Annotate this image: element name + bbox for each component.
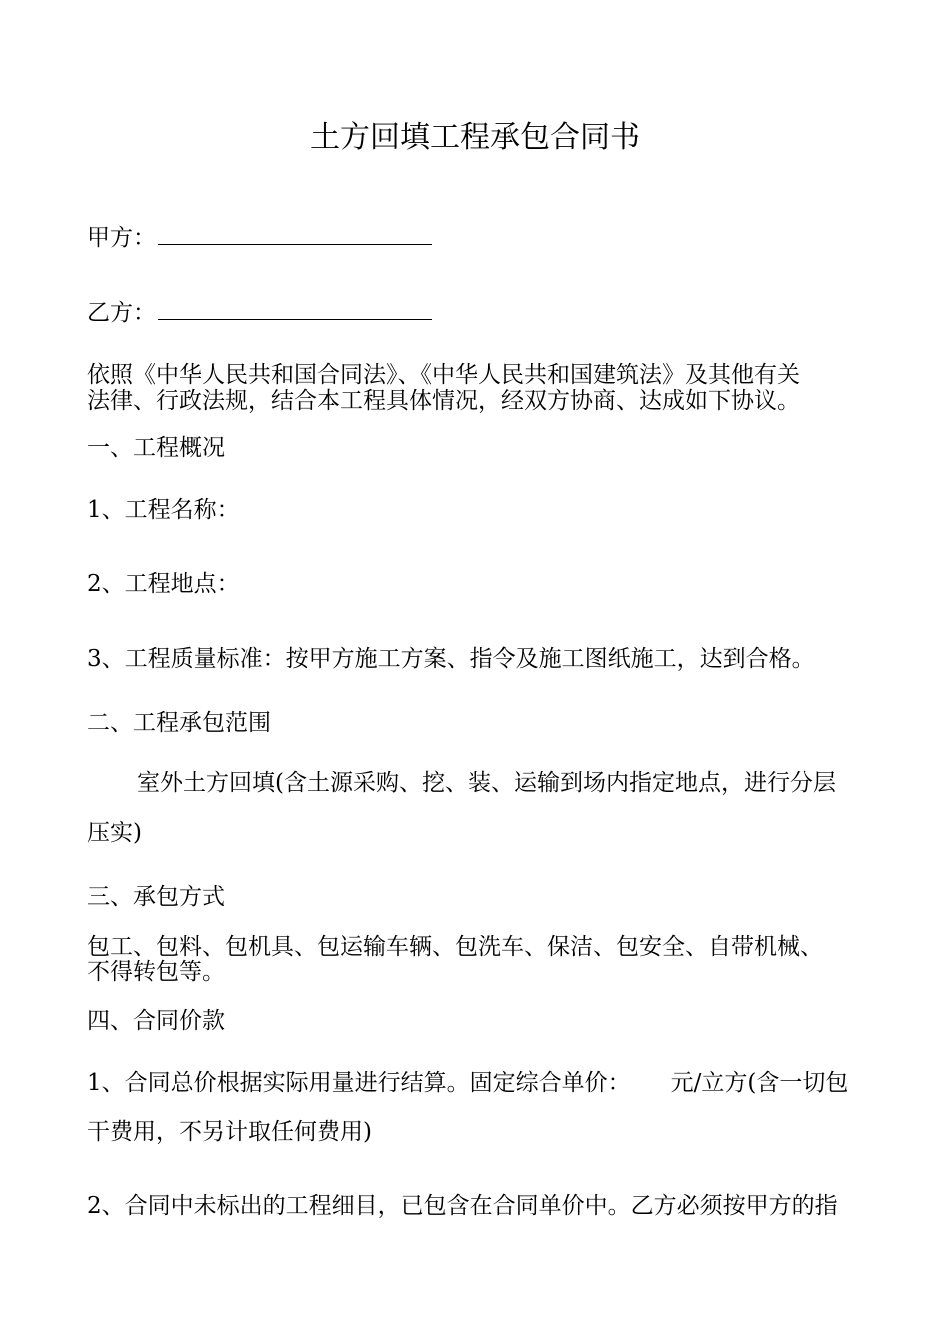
party-a-line <box>87 222 864 252</box>
section-1-heading: 一、工程概况 <box>87 435 225 461</box>
party-a-label: 甲方： <box>87 225 156 251</box>
section-3-line-1: 包工、包料、包机具、包运输车辆、包洗车、保洁、包安全、自带机械、 <box>87 934 823 960</box>
section-1-item-3: 3、工程质量标准：按甲方施工方案、指令及施工图纸施工，达到合格。 <box>87 646 815 672</box>
party-a-blank <box>158 222 432 245</box>
page-title: 土方回填工程承包合同书 <box>310 120 640 155</box>
intro-line-1: 依照《中华人民共和国合同法》、《中华人民共和国建筑法》及其他有关 <box>87 362 800 388</box>
party-b-blank <box>158 297 432 320</box>
section-4-item-1 <box>87 1069 864 1097</box>
section-3-line-2: 不得转包等。 <box>87 959 225 985</box>
section-4-heading: 四、合同价款 <box>87 1008 225 1034</box>
party-b-label: 乙方： <box>87 300 156 326</box>
section-4-item-1-line-2: 干费用，不另计取任何费用) <box>87 1119 372 1145</box>
section-2-heading: 二、工程承包范围 <box>87 710 271 736</box>
section-1-item-2: 2、工程地点： <box>87 571 240 597</box>
section-2-line-1: 室外土方回填(含土源采购、挖、装、运输到场内指定地点，进行分层 <box>137 770 836 796</box>
section-2-line-2: 压实) <box>87 820 142 846</box>
section-4-item-1-text: 1、合同总价根据实际用量进行结算。固定综合单价： <box>87 1070 631 1096</box>
party-b-line <box>87 297 864 327</box>
intro-line-2: 法律、行政法规，结合本工程具体情况，经双方协商、达成如下协议。 <box>87 388 800 414</box>
section-4-item-1-unit: 元/立方(含一切包 <box>670 1070 849 1096</box>
section-3-heading: 三、承包方式 <box>87 884 225 910</box>
section-4-item-2: 2、合同中未标出的工程细目，已包含在合同单价中。乙方必须按甲方的指 <box>87 1193 838 1219</box>
section-1-item-1: 1、工程名称： <box>87 497 240 523</box>
